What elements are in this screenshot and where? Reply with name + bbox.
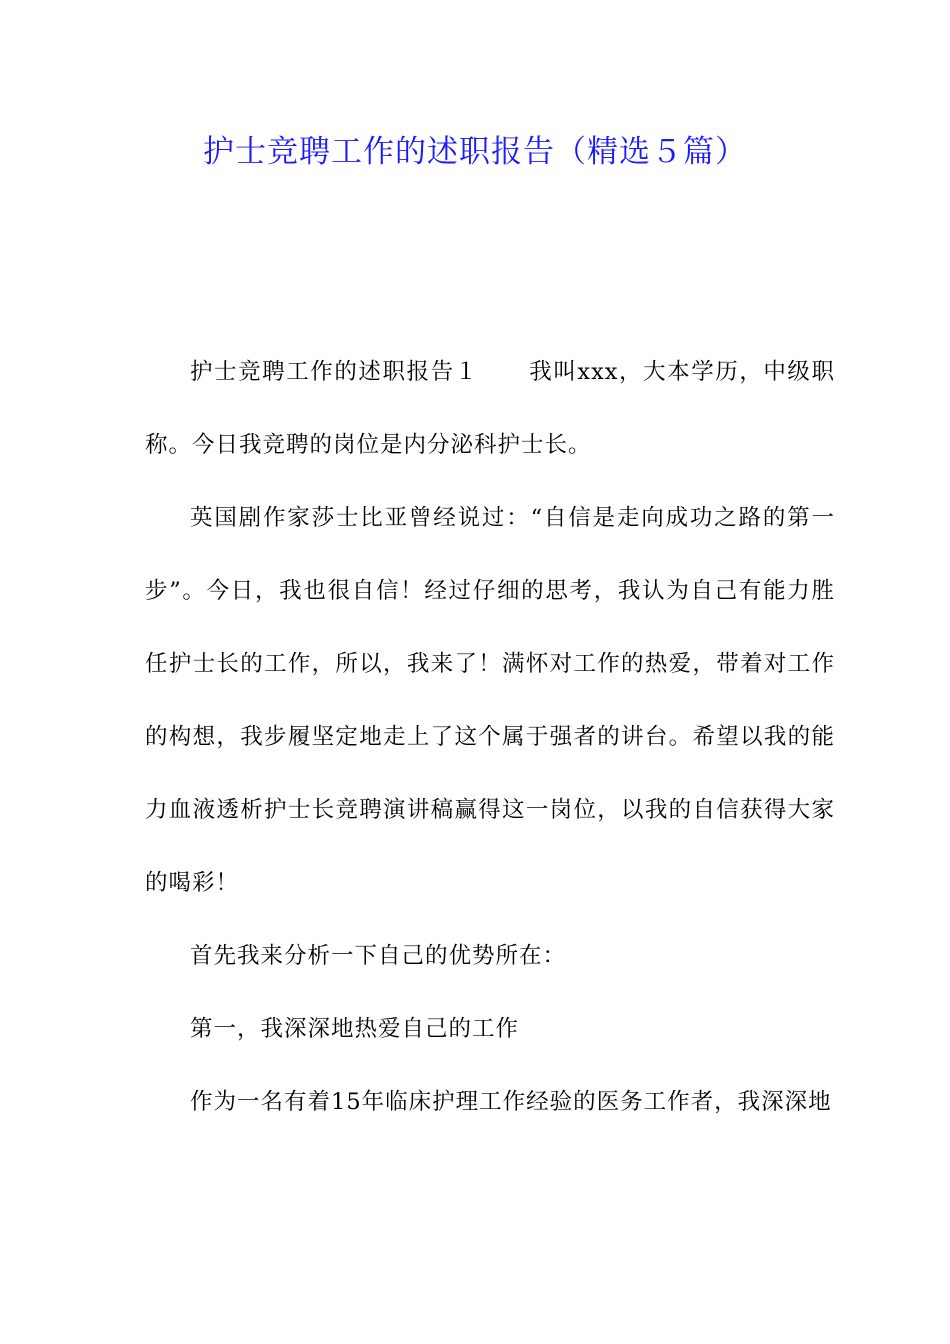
document-body	[145, 336, 835, 1139]
paragraph-5: 作为一名有着15年临床护理工作经验的医务工作者，我深深地	[190, 1089, 832, 1115]
paragraph-3: 首先我来分析一下自己的优势所在：	[190, 943, 567, 969]
paragraph-text: 我叫xxx，大本学历，中级职称。今日我竞聘的岗位是内分泌科护士长。	[145, 359, 835, 458]
section-heading: 护士竞聘工作的述职报告１	[190, 359, 479, 385]
paragraph-1	[145, 336, 835, 482]
paragraph-2: 英国剧作家莎士比亚曾经说过：“自信是走向成功之路的第一步”。今日，我也很自信！经过仔细的思考，我认为自己有能力胜任护士长的工作，所以，我来了！满怀对工作的热爱，带着对工作的构想，我步履坚定地走上了这个属于强者的讲台。希望以我的能力血液透析护士长竞聘演讲稿赢得这一岗位，以我的自信获得大家的喝彩！	[145, 505, 835, 896]
paragraph-4: 第一，我深深地热爱自己的工作	[190, 1016, 520, 1042]
document-title: 护士竞聘工作的述职报告（精选５篇）	[203, 134, 747, 170]
